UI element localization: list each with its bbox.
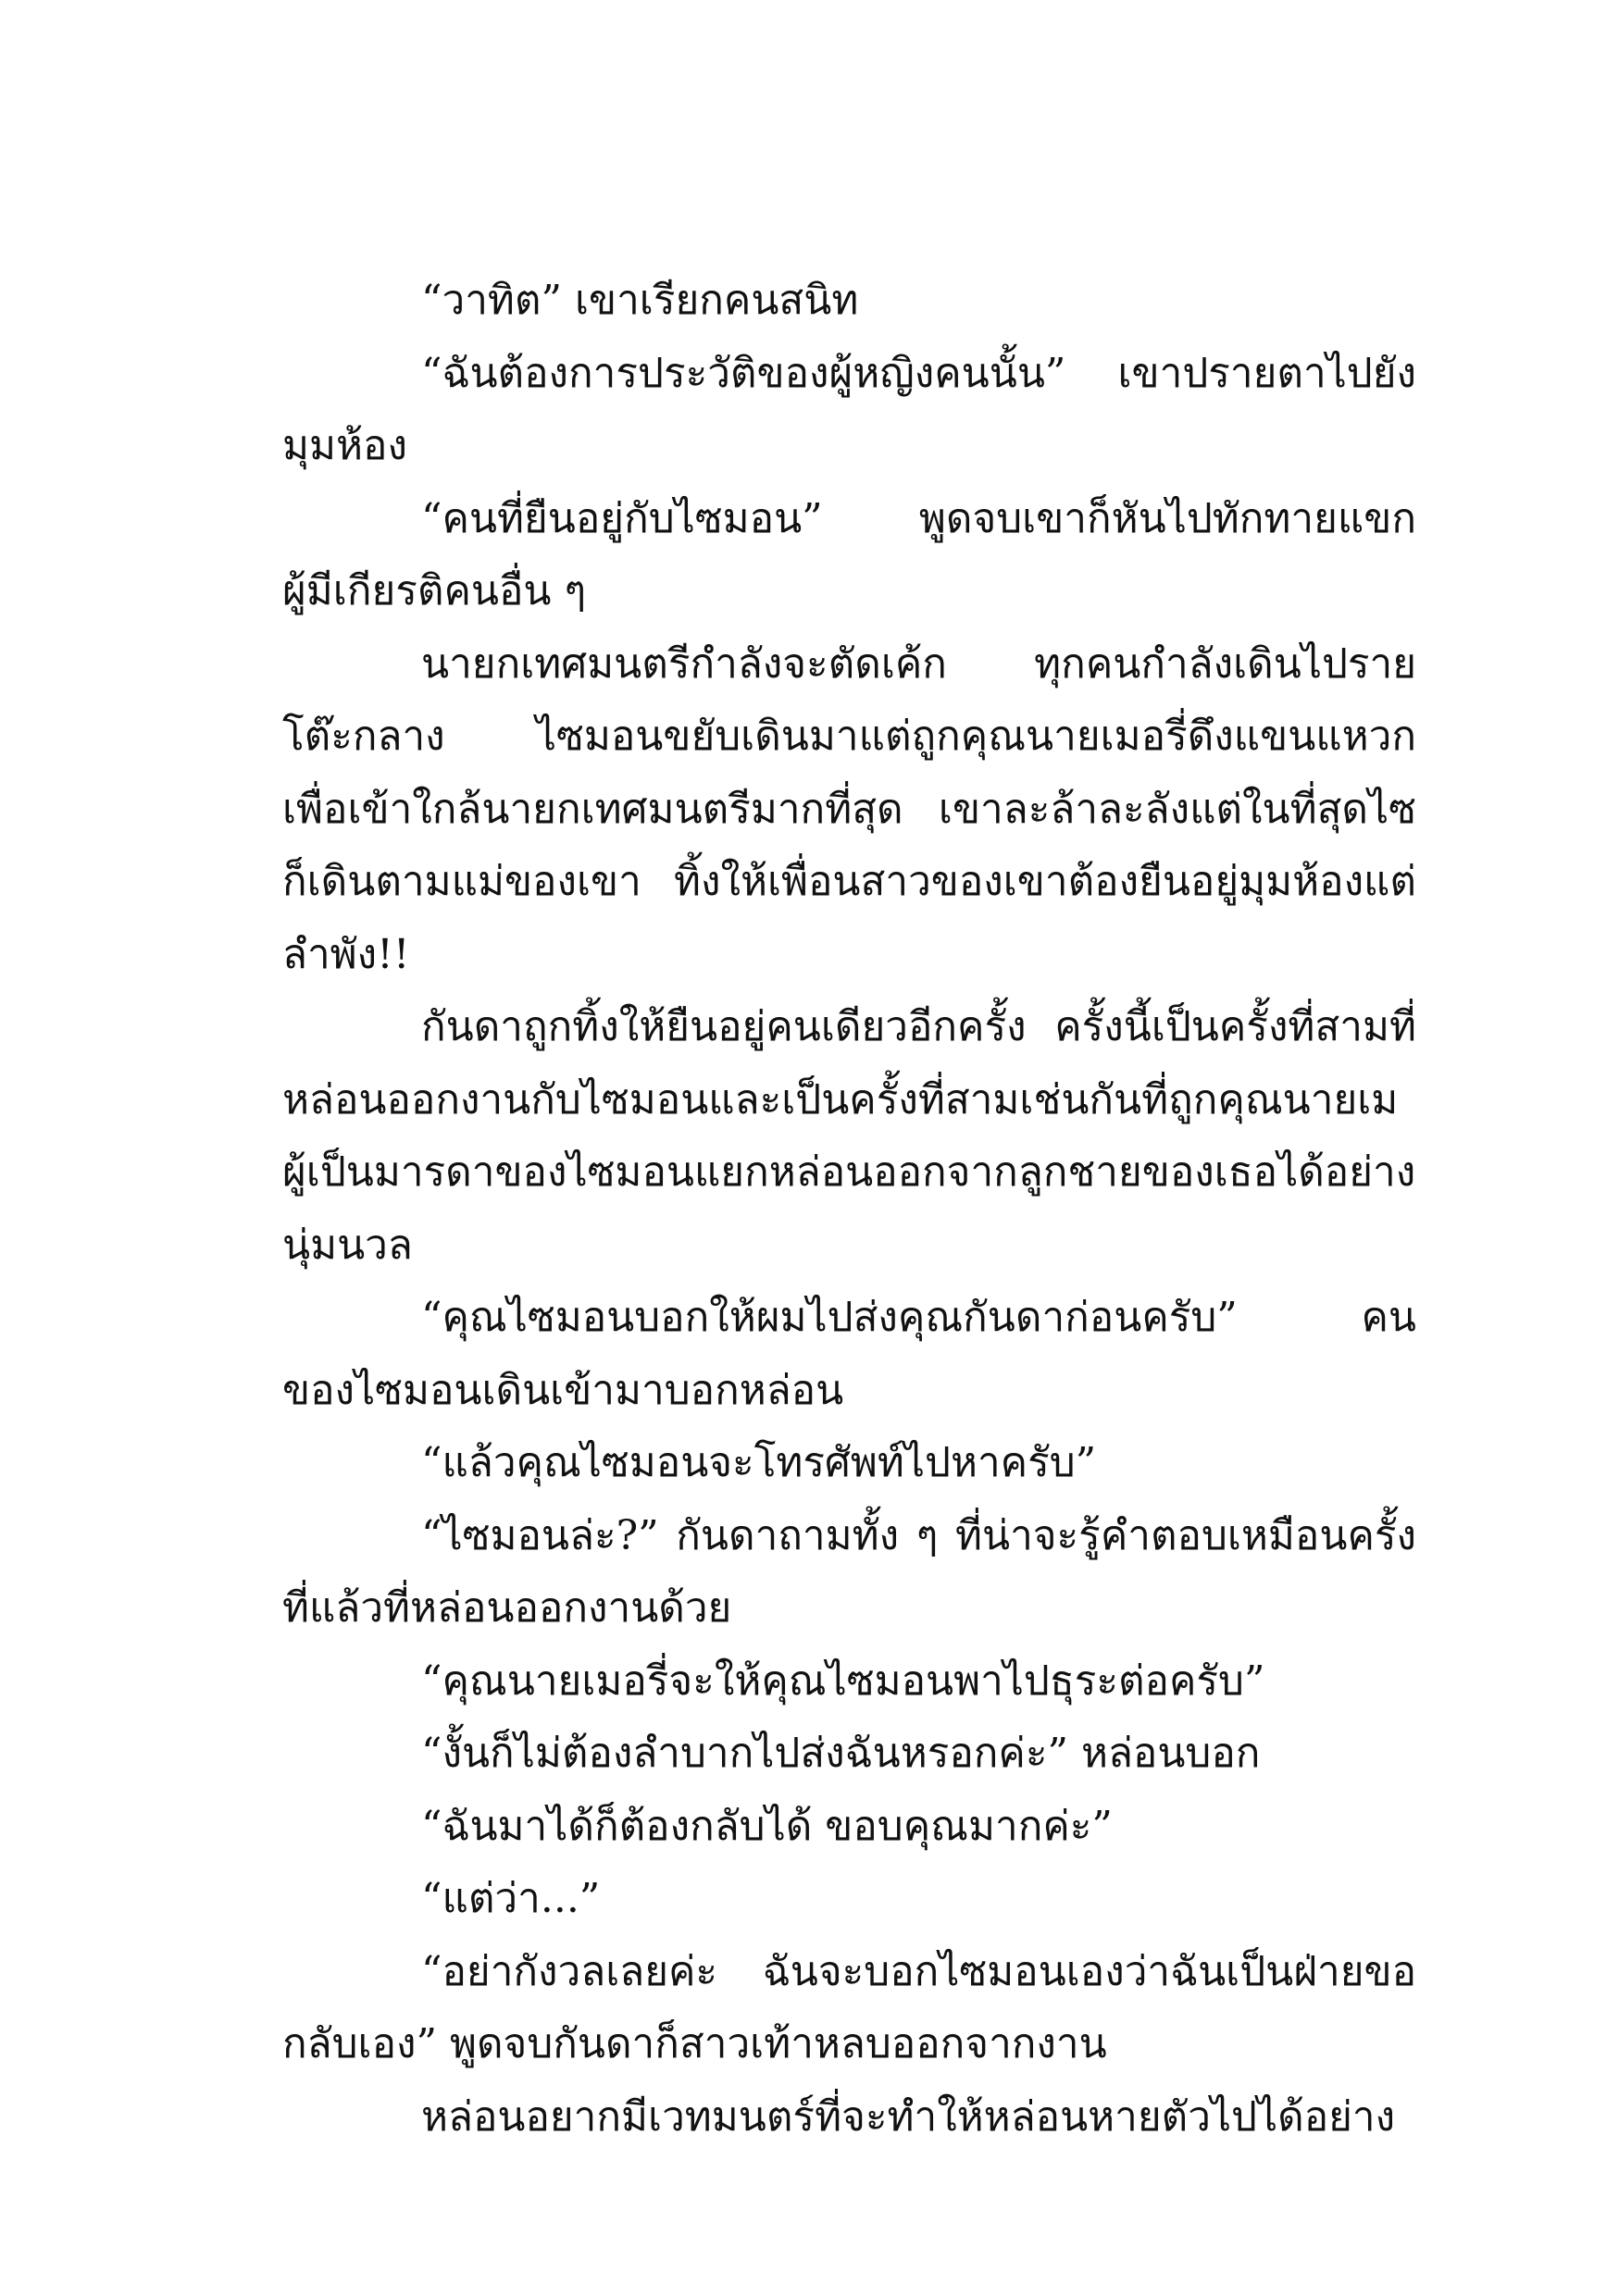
text-line: “ฉันมาได้ก็ต้องกลับได้ ขอบคุณมากค่ะ” <box>421 1803 1113 1850</box>
text-line: “งั้นก็ไม่ต้องลำบากไปส่งฉันหรอกค่ะ” หล่อนบอก <box>421 1730 1261 1777</box>
text-line: นายกเทศมนตรีกำลังจะตัดเค้ก ทุกคนกำลังเดินไปราย <box>421 640 1416 688</box>
text-line: ผู้มีเกียรติคนอื่น ๆ <box>282 567 587 614</box>
text-line: ผู้เป็นมารดาของไซมอนแยกหล่อนออกจากลูกชายของเธอได้อย่าง <box>282 1148 1416 1196</box>
text-line: มุมห้อง <box>282 422 407 469</box>
text-line: “คุณไซมอนบอกให้ผมไปส่งคุณกันดาก่อนครับ” คน <box>421 1294 1416 1341</box>
text-line: กันดาถูกทิ้งให้ยืนอยู่คนเดียวอีกครั้ง ครั้งนี้เป็นครั้งที่สามที่ <box>421 1003 1416 1050</box>
text-line: นุ่มนวล <box>282 1222 413 1269</box>
text-line: ก็เดินตามแม่ของเขา ทิ้งให้เพื่อนสาวของเขาต้องยืนอยู่มุมห้องแต่ <box>282 858 1416 905</box>
text-line: “แล้วคุณไซมอนจะโทรศัพท์ไปหาครับ” <box>421 1439 1097 1486</box>
text-line: “ไซมอนล่ะ?” กันดาถามทั้ง ๆ ที่น่าจะรู้คำตอบเหมือนครั้ง <box>421 1512 1416 1559</box>
text-line: “วาทิต” เขาเรียกคนสนิท <box>421 277 859 324</box>
text-line: ของไซมอนเดินเข้ามาบอกหล่อน <box>282 1367 844 1414</box>
text-line: โต๊ะกลาง ไซมอนขยับเดินมาแต่ถูกคุณนายเมอรี่ดึงแขนแหวก <box>282 713 1416 760</box>
text-line: “อย่ากังวลเลยค่ะ ฉันจะบอกไซมอนเองว่าฉันเป็นฝ่ายขอ <box>421 1948 1416 1995</box>
text-line: หล่อนออกงานกับไซมอนและเป็นครั้งที่สามเช่นกันที่ถูกคุณนายเม <box>282 1076 1399 1123</box>
text-line: “แต่ว่า...” <box>421 1875 601 1922</box>
text-line: หล่อนอยากมีเวทมนตร์ที่จะทำให้หล่อนหายตัวไปได้อย่าง <box>421 2093 1396 2141</box>
text-line: ลำพัง!! <box>282 931 410 978</box>
text-line: เพื่อเข้าใกล้นายกเทศมนตรีมากที่สุด เขาละล้าละลังแต่ในที่สุดไซ <box>282 786 1416 833</box>
text-line: “ฉันต้องการประวัติของผู้หญิงคนนั้น” เขาปรายตาไปยัง <box>421 350 1416 397</box>
text-line: “คนที่ยืนอยู่กับไซมอน” พูดจบเขาก็หันไปทักทายแขก <box>421 495 1416 542</box>
text-line: “คุณนายเมอรี่จะให้คุณไซมอนพาไปธุระต่อครับ” <box>421 1657 1265 1705</box>
text-line: กลับเอง” พูดจบกันดาก็สาวเท้าหลบออกจากงาน <box>282 2020 1107 2067</box>
text-line: ที่แล้วที่หล่อนออกงานด้วย <box>282 1584 732 1632</box>
